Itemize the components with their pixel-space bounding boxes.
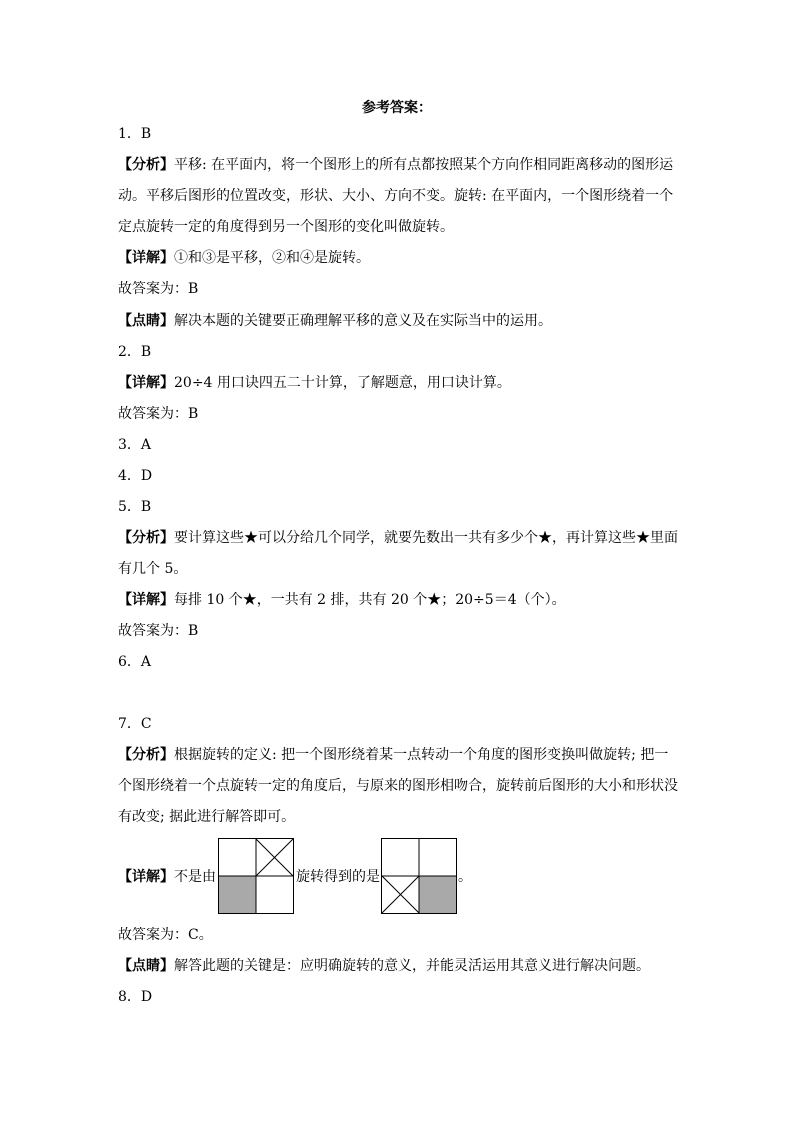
q2-answer: 故答案为：B	[118, 406, 199, 422]
q7-detail-part3: 。	[458, 869, 472, 885]
q4-number: 4．D	[118, 468, 153, 484]
detail-label: 【详解】	[118, 592, 174, 608]
q7-note	[118, 956, 650, 976]
q7-number: 7．C	[118, 716, 152, 732]
note-label: 【点睛】	[118, 313, 174, 329]
q5-number: 5．B	[118, 499, 152, 515]
q1-answer: 故答案为：B	[118, 281, 199, 297]
analysis-label: 【分析】	[118, 530, 174, 546]
q2-detail	[118, 373, 511, 393]
cross-cell	[382, 839, 456, 913]
q8-number: 8．D	[118, 989, 153, 1005]
q7-analysis	[118, 745, 668, 765]
q1-analysis-line1: 平移: 在平面内，将一个图形上的所有点都按照某个方向作相同距离移动的图形运	[174, 157, 674, 173]
q7-analysis-line2: 个图形绕着一个点旋转一定的角度后，与原来的图形相吻合，旋转前后图形的大小和形状没	[118, 778, 678, 794]
q1-analysis-line3: 定点旋转一定的角度得到另一个图形的变化叫做旋转。	[118, 219, 454, 235]
q1-analysis	[118, 155, 673, 175]
q7-detail-part2: 旋转得到的是	[296, 869, 380, 885]
detail-label: 【详解】	[118, 250, 174, 266]
analysis-label: 【分析】	[118, 157, 174, 173]
q7-analysis-line1: 根据旋转的定义: 把一个图形绕着某一点转动一个角度的图形变换叫做旋转; 把一	[174, 747, 669, 763]
q1-detail-text: ①和③是平移，②和④是旋转。	[174, 250, 370, 266]
q7-analysis-line3: 有改变; 据此进行解答即可。	[118, 809, 296, 825]
q5-answer: 故答案为：B	[118, 623, 199, 639]
q7-detail-lead	[118, 867, 216, 887]
note-label: 【点睛】	[118, 958, 174, 974]
q5-detail-text: 每排 10 个★，一共有 2 排，共有 20 个★；20÷5＝4（个）。	[174, 592, 566, 608]
q7-note-text: 解答此题的关键是：应明确旋转的意义，并能灵活运用其意义进行解决问题。	[174, 958, 650, 974]
q5-analysis-line1: 要计算这些★可以分给几个同学，就要先数出一共有多少个★，再计算这些★里面	[174, 530, 678, 546]
analysis-label: 【分析】	[118, 747, 174, 763]
q2-number: 2．B	[118, 344, 152, 360]
detail-label: 【详解】	[118, 375, 174, 391]
page-title: 参考答案：	[362, 100, 432, 116]
q7-detail-part1: 不是由	[174, 869, 216, 885]
figure-original	[218, 838, 294, 914]
q5-detail	[118, 590, 566, 610]
q2-detail-text: 20÷4 用口诀四五二十计算，了解题意，用口诀计算。	[174, 375, 511, 391]
q7-answer: 故答案为：C。	[118, 927, 213, 943]
cross-cell	[219, 839, 293, 913]
q1-note	[118, 311, 552, 331]
detail-label: 【详解】	[118, 869, 174, 885]
q6-number: 6．A	[118, 654, 152, 670]
q1-detail	[118, 248, 370, 268]
q1-analysis-line2: 动。平移后图形的位置改变，形状、大小、方向不变。旋转: 在平面内，一个图形绕着一个	[118, 188, 674, 204]
q3-number: 3．A	[118, 437, 152, 453]
q5-analysis	[118, 528, 678, 548]
q1-number: 1．B	[118, 126, 152, 142]
q5-analysis-line2: 有几个 5。	[118, 561, 188, 577]
q1-note-text: 解决本题的关键要正确理解平移的意义及在实际当中的运用。	[174, 313, 552, 329]
figure-rotated	[381, 838, 457, 914]
